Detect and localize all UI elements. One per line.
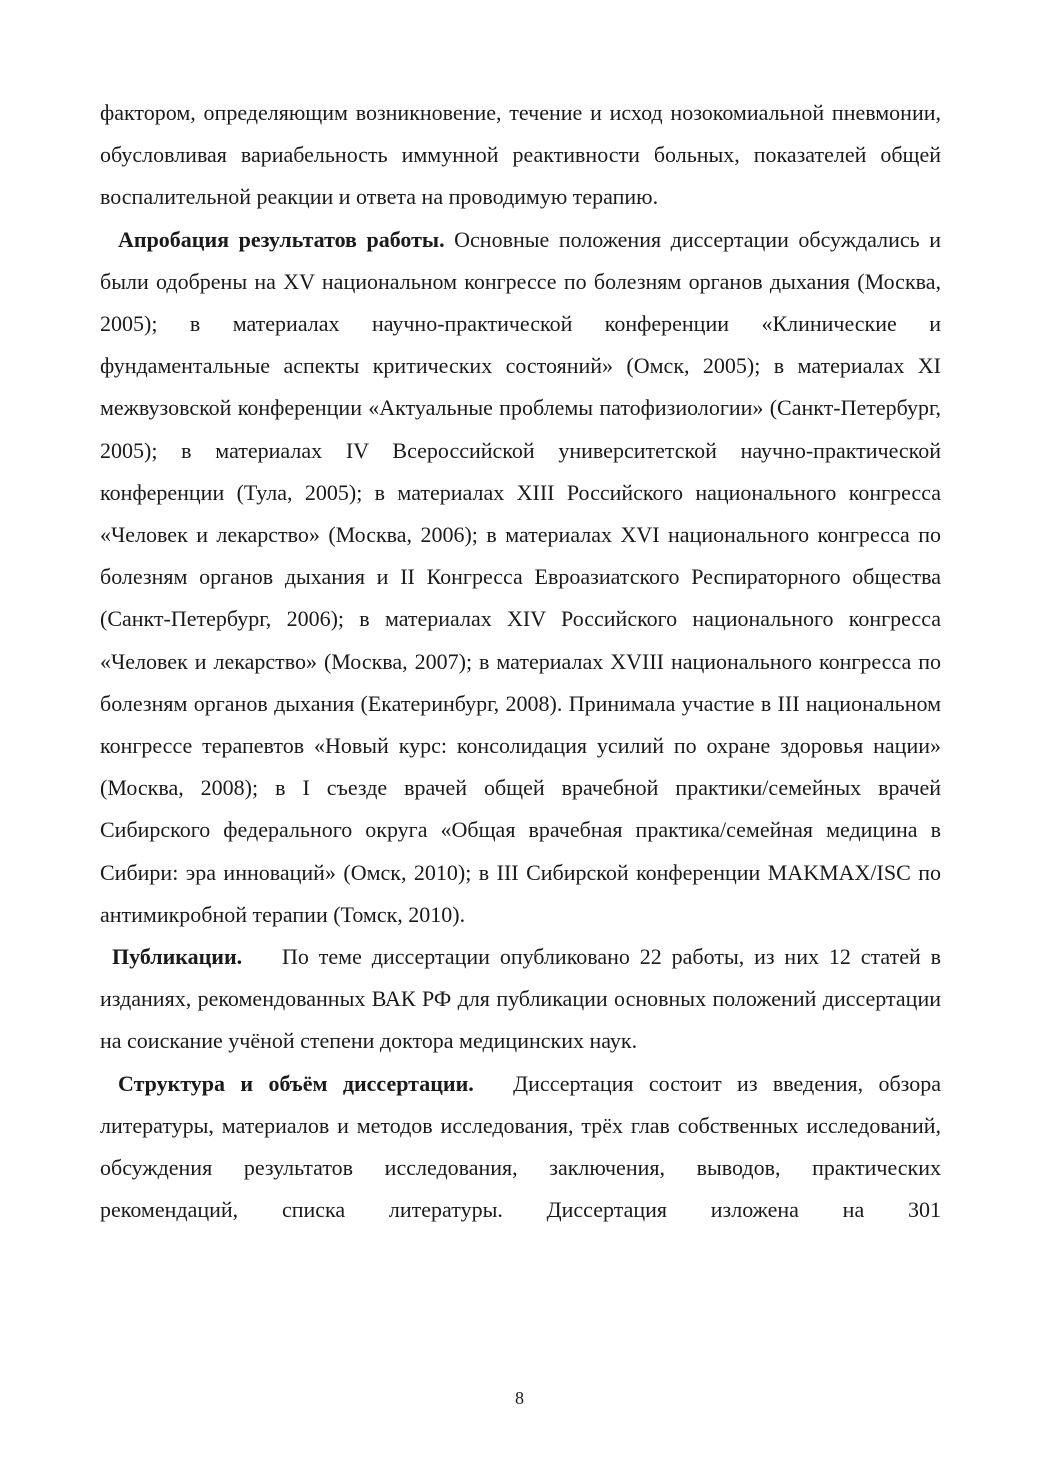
- section-heading-publications: Публикации.: [112, 944, 243, 970]
- paragraph-approbation: [100, 219, 941, 936]
- document-page: [100, 92, 941, 1231]
- section-heading-approbation: Апробация результатов работы.: [118, 226, 445, 252]
- paragraph-text: Диссертация состоит из введения, обзора литературы, материалов и методов исследования, трёх глав собственных исследований, обсуждения результатов исследования, заключения, выводов, практических рекомендаций, списка литературы. Диссертация изложена на 301: [100, 1070, 942, 1223]
- section-heading-structure: Структура и объём диссертации.: [118, 1070, 474, 1096]
- paragraph-text: По теме диссертации опубликовано 22 работы, из них 12 статей в изданиях, рекомендованных ВАК РФ для публикации основных положений диссертации на соискание учёной степени доктора медицинских наук.: [100, 944, 941, 1054]
- paragraph-text: Основные положения диссертации обсуждались и были одобрены на XV национальном конгрессе по болезням органов дыхания (Москва, 2005); в материалах научно-практической конференции «Клинические и фундаментальные аспекты критических состояний» (Омск, 2005); в материалах XI межвузовской конференции «Актуальные проблемы патофизиологии» (Санкт-Петербург, 2005); в материалах IV Всероссийской университетской научно-практической конференции (Тула, 2005); в материалах XIII Российского национального конгресса «Человек и лекарство» (Москва, 2006); в материалах XVI национального конгресса по болезням органов дыхания и II Конгресса Евроазиатского Респираторного общества (Санкт-Петербург, 2006); в материалах XIV Российского национального конгресса «Человек и лекарство» (Москва, 2007); в материалах XVIII национального конгресса по болезням органов дыхания (Екатеринбург, 2008). Принимала участие в III национальном конгрессе терапевтов «Новый курс: консолидация усилий по охране здоровья нации» (Москва, 2008); в I съезде врачей общей врачебной практики/семейных врачей Сибирского федерального округа «Общая врачебная практика/семейная медицина в Сибири: эра инноваций» (Омск, 2010); в III Сибирской конференции MAKMAX/ISC по антимикробной терапии (Томск, 2010).: [100, 226, 941, 927]
- paragraph-structure: [100, 1063, 941, 1232]
- paragraph-continuation: [100, 92, 941, 219]
- paragraph-publications: [100, 936, 941, 1063]
- page-number: 8: [515, 1388, 524, 1408]
- paragraph-text: фактором, определяющим возникновение, течение и исход нозокомиальной пневмонии, обусловливая вариабельность иммунной реактивности больных, показателей общей воспалительной реакции и ответа на проводимую терапию.: [100, 100, 941, 210]
